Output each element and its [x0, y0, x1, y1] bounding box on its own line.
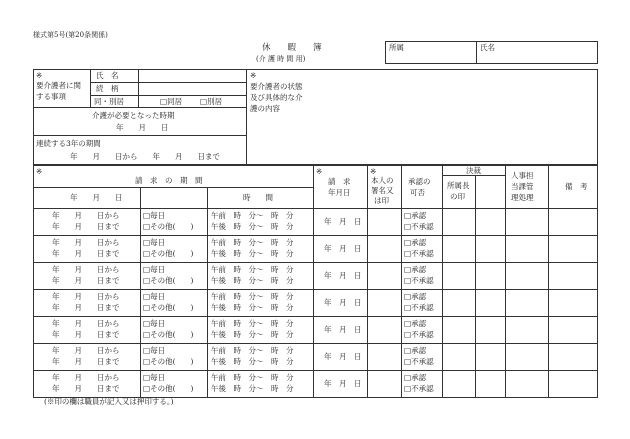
row-approve-checkbox[interactable]: □承認 — [404, 265, 427, 274]
row-reject-checkbox[interactable]: □不承認 — [404, 222, 434, 231]
seal-header-2: 署名又 — [371, 186, 394, 195]
chief-seal-header-1: 所属長 — [447, 181, 470, 190]
remarks-header: 備 考 — [565, 182, 588, 191]
mark-1: ※ — [36, 71, 43, 80]
period-3y-value: 年 月 日から 年 月 日まで — [70, 152, 220, 161]
mark-2: ※ — [250, 71, 257, 80]
row-pm-time: 午後 時 分～ 時 分 — [211, 276, 294, 285]
row-approve-checkbox[interactable]: □承認 — [404, 238, 427, 247]
row-approve-checkbox[interactable]: □承認 — [404, 211, 427, 220]
row-am-time: 午前 時 分～ 時 分 — [211, 238, 294, 247]
row-to: 年 月 日まで — [52, 357, 120, 366]
row-request-date: 年 月 日 — [324, 244, 362, 253]
time-header: 時 間 — [243, 193, 273, 202]
row-pm-time: 午後 時 分～ 時 分 — [211, 384, 294, 393]
row-from: 年 月 日から — [52, 292, 120, 301]
living-option-separate[interactable]: □別居 — [200, 97, 223, 106]
row-reject-checkbox[interactable]: □不承認 — [404, 330, 434, 339]
row-other-checkbox[interactable]: □その他( ) — [143, 222, 194, 231]
dept-label: 所属 — [389, 43, 404, 52]
row-am-time: 午前 時 分～ 時 分 — [211, 292, 294, 301]
condition-label-1: 要介護者の状態 — [250, 82, 303, 91]
row-pm-time: 午後 時 分～ 時 分 — [211, 249, 294, 258]
row-request-date: 年 月 日 — [324, 379, 362, 388]
personnel-header-3: 理処理 — [511, 193, 534, 202]
row-from: 年 月 日から — [52, 346, 120, 355]
row-from: 年 月 日から — [52, 238, 120, 247]
cared-section-label-1: 要介護者に関 — [36, 81, 81, 90]
row-daily-checkbox[interactable]: □毎日 — [143, 373, 166, 382]
row-to: 年 月 日まで — [52, 330, 120, 339]
relation-label: 続 柄 — [96, 84, 119, 93]
row-am-time: 午前 時 分～ 時 分 — [211, 211, 294, 220]
row-approve-checkbox[interactable]: □承認 — [404, 319, 427, 328]
living-option-together[interactable]: □同居 — [160, 97, 183, 106]
mark-4: ※ — [316, 167, 323, 176]
condition-label-2: 及び具体的な介 — [250, 93, 303, 102]
date-header: 年 月 日 — [70, 193, 123, 202]
row-request-date: 年 月 日 — [324, 271, 362, 280]
row-daily-checkbox[interactable]: □毎日 — [143, 319, 166, 328]
row-reject-checkbox[interactable]: □不承認 — [404, 357, 434, 366]
row-daily-checkbox[interactable]: □毎日 — [143, 292, 166, 301]
footnote: (※印の欄は職員が記入又は押印する。) — [44, 397, 174, 406]
row-daily-checkbox[interactable]: □毎日 — [143, 211, 166, 220]
personnel-header-2: 当課管 — [511, 182, 534, 191]
cared-section-label-2: する事項 — [36, 92, 66, 101]
row-approve-checkbox[interactable]: □承認 — [404, 373, 427, 382]
form-number: 様式第5号(第20条関係) — [33, 31, 108, 39]
form-subtitle: (介 護 時 間 用) — [256, 55, 306, 63]
row-pm-time: 午後 時 分～ 時 分 — [211, 303, 294, 312]
row-pm-time: 午後 時 分～ 時 分 — [211, 357, 294, 366]
request-date-header-1: 請 求 — [328, 177, 351, 186]
row-from: 年 月 日から — [52, 373, 120, 382]
row-approve-checkbox[interactable]: □承認 — [404, 346, 427, 355]
row-request-date: 年 月 日 — [324, 352, 362, 361]
row-reject-checkbox[interactable]: □不承認 — [404, 303, 434, 312]
personnel-header-1: 人事担 — [511, 171, 534, 180]
need-period-label: 介護が必要となった時期 — [92, 111, 175, 120]
row-reject-checkbox[interactable]: □不承認 — [404, 249, 434, 258]
form-title: 休 暇 簿 — [262, 43, 322, 53]
decision-header: 決裁 — [466, 166, 481, 175]
mark-5: ※ — [370, 167, 377, 176]
seal-header-1: 本人の — [371, 176, 394, 185]
cared-name-label: 氏 名 — [96, 71, 119, 80]
chief-seal-header-2: の印 — [450, 192, 465, 201]
row-reject-checkbox[interactable]: □不承認 — [404, 276, 434, 285]
row-daily-checkbox[interactable]: □毎日 — [143, 265, 166, 274]
row-other-checkbox[interactable]: □その他( ) — [143, 384, 194, 393]
row-other-checkbox[interactable]: □その他( ) — [143, 330, 194, 339]
row-am-time: 午前 時 分～ 時 分 — [211, 346, 294, 355]
row-other-checkbox[interactable]: □その他( ) — [143, 276, 194, 285]
mark-3: ※ — [36, 167, 43, 176]
row-request-date: 年 月 日 — [324, 298, 362, 307]
approval-header-2: 可否 — [410, 188, 425, 197]
row-to: 年 月 日まで — [52, 303, 120, 312]
row-to: 年 月 日まで — [52, 222, 120, 231]
row-other-checkbox[interactable]: □その他( ) — [143, 303, 194, 312]
condition-label-3: 護の内容 — [250, 104, 280, 113]
living-label: 同・別居 — [94, 97, 124, 106]
seal-header-3: は印 — [374, 196, 389, 205]
row-daily-checkbox[interactable]: □毎日 — [143, 346, 166, 355]
row-other-checkbox[interactable]: □その他( ) — [143, 249, 194, 258]
row-to: 年 月 日まで — [52, 249, 120, 258]
row-am-time: 午前 時 分～ 時 分 — [211, 319, 294, 328]
row-approve-checkbox[interactable]: □承認 — [404, 292, 427, 301]
request-period-header: 請 求 の 期 間 — [135, 176, 203, 185]
row-from: 年 月 日から — [52, 265, 120, 274]
row-other-checkbox[interactable]: □その他( ) — [143, 357, 194, 366]
name-label: 氏名 — [480, 43, 495, 52]
row-to: 年 月 日まで — [52, 384, 120, 393]
need-period-value: 年 月 日 — [116, 123, 169, 132]
row-from: 年 月 日から — [52, 211, 120, 220]
row-am-time: 午前 時 分～ 時 分 — [211, 265, 294, 274]
row-daily-checkbox[interactable]: □毎日 — [143, 238, 166, 247]
row-reject-checkbox[interactable]: □不承認 — [404, 384, 434, 393]
request-date-header-2: 年月日 — [328, 188, 351, 197]
row-request-date: 年 月 日 — [324, 217, 362, 226]
approval-header-1: 承認の — [408, 177, 431, 186]
row-request-date: 年 月 日 — [324, 325, 362, 334]
row-am-time: 午前 時 分～ 時 分 — [211, 373, 294, 382]
row-from: 年 月 日から — [52, 319, 120, 328]
row-pm-time: 午後 時 分～ 時 分 — [211, 222, 294, 231]
row-pm-time: 午後 時 分～ 時 分 — [211, 330, 294, 339]
row-to: 年 月 日まで — [52, 276, 120, 285]
period-3y-label: 連続する3年の期間 — [36, 139, 101, 148]
